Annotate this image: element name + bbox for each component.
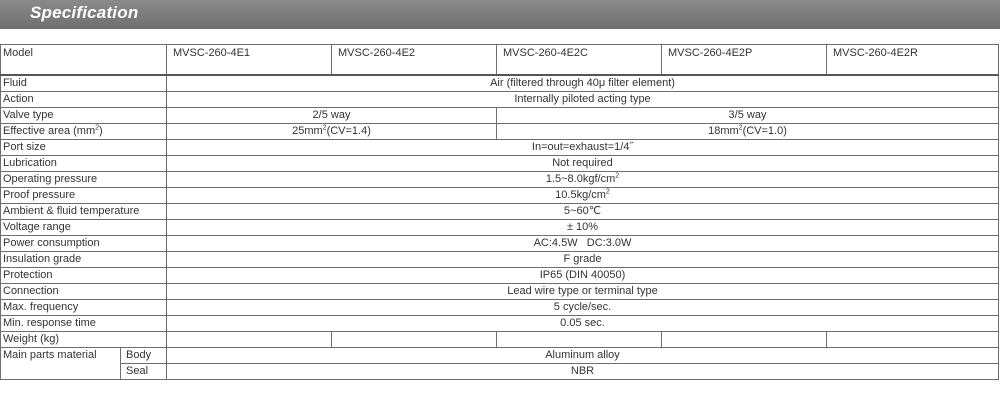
row-label-action: Action bbox=[1, 92, 167, 108]
value-effective-area-a bbox=[167, 124, 497, 140]
value-weight bbox=[332, 332, 497, 348]
value-end: (CV=1.4) bbox=[326, 125, 371, 137]
row-label-operating-pressure: Operating pressure bbox=[1, 172, 167, 188]
value-ambient-temp: 5~60℃ bbox=[167, 204, 999, 220]
value-port-size: In=out=exhaust=1/4˝ bbox=[167, 140, 999, 156]
value-valve-type-b: 3/5 way bbox=[497, 108, 999, 124]
section-header bbox=[0, 0, 1000, 29]
table-row bbox=[1, 348, 999, 364]
value-power: AC:4.5W DC:3.0W bbox=[167, 236, 999, 252]
row-label-connection: Connection bbox=[1, 284, 167, 300]
model-header: MVSC-260-4E1 bbox=[167, 45, 332, 76]
section-title: Specification bbox=[30, 3, 139, 22]
table-row bbox=[1, 188, 999, 204]
table-row bbox=[1, 364, 999, 380]
row-label-weight: Weight (kg) bbox=[1, 332, 167, 348]
row-label-main-parts: Main parts material bbox=[1, 348, 121, 380]
value-min-response: 0.05 sec. bbox=[167, 316, 999, 332]
row-label-ambient-temp: Ambient & fluid temperature bbox=[1, 204, 167, 220]
model-header: MVSC-260-4E2R bbox=[827, 45, 999, 76]
table-row bbox=[1, 332, 999, 348]
row-label-insulation: Insulation grade bbox=[1, 252, 167, 268]
value-weight bbox=[662, 332, 827, 348]
value-fluid: Air (filtered through 40μ filter element) bbox=[167, 75, 999, 92]
table-row bbox=[1, 252, 999, 268]
value-sup: 2 bbox=[738, 124, 743, 132]
table-row bbox=[1, 124, 999, 140]
row-label-valve-type: Valve type bbox=[1, 108, 167, 124]
value-text: 18mm bbox=[708, 125, 739, 137]
model-header: MVSC-260-4E2P bbox=[662, 45, 827, 76]
value-seal: NBR bbox=[167, 364, 999, 380]
table-row bbox=[1, 284, 999, 300]
value-insulation: F grade bbox=[167, 252, 999, 268]
row-label-fluid: Fluid bbox=[1, 75, 167, 92]
value-lubrication: Not required bbox=[167, 156, 999, 172]
table-row bbox=[1, 92, 999, 108]
spec-table bbox=[0, 44, 999, 380]
label-text: Effective area (mm bbox=[3, 125, 96, 137]
row-label-port-size: Port size bbox=[1, 140, 167, 156]
model-header: MVSC-260-4E2C bbox=[497, 45, 662, 76]
table-row bbox=[1, 268, 999, 284]
value-sup: 2 bbox=[615, 172, 620, 180]
model-row bbox=[1, 45, 999, 76]
value-weight bbox=[827, 332, 999, 348]
value-text: 1.5~8.0kgf/cm bbox=[545, 173, 616, 185]
value-end: (CV=1.0) bbox=[742, 125, 787, 137]
row-label-max-frequency: Max. frequency bbox=[1, 300, 167, 316]
row-label-voltage-range: Voltage range bbox=[1, 220, 167, 236]
value-proof-pressure bbox=[167, 188, 999, 204]
row-label-model: Model bbox=[1, 45, 167, 76]
value-max-frequency: 5 cycle/sec. bbox=[167, 300, 999, 316]
value-connection: Lead wire type or terminal type bbox=[167, 284, 999, 300]
value-valve-type-a: 2/5 way bbox=[167, 108, 497, 124]
value-body: Aluminum alloy bbox=[167, 348, 999, 364]
value-weight bbox=[497, 332, 662, 348]
table-row bbox=[1, 316, 999, 332]
table-row bbox=[1, 236, 999, 252]
value-protection: IP65 (DIN 40050) bbox=[167, 268, 999, 284]
row-label-power: Power consumption bbox=[1, 236, 167, 252]
value-text: 25mm bbox=[292, 125, 323, 137]
value-sup: 2 bbox=[322, 124, 327, 132]
row-label-proof-pressure: Proof pressure bbox=[1, 188, 167, 204]
table-row bbox=[1, 108, 999, 124]
value-weight bbox=[167, 332, 332, 348]
row-label-lubrication: Lubrication bbox=[1, 156, 167, 172]
sub-label-body: Body bbox=[121, 348, 167, 364]
value-operating-pressure bbox=[167, 172, 999, 188]
model-header: MVSC-260-4E2 bbox=[332, 45, 497, 76]
label-end: ) bbox=[99, 125, 103, 137]
row-label-effective-area bbox=[1, 124, 167, 140]
sub-label-seal: Seal bbox=[121, 364, 167, 380]
table-row bbox=[1, 140, 999, 156]
table-row bbox=[1, 75, 999, 92]
table-row bbox=[1, 172, 999, 188]
value-voltage-range: ± 10% bbox=[167, 220, 999, 236]
table-row bbox=[1, 300, 999, 316]
table-row bbox=[1, 220, 999, 236]
row-label-min-response: Min. response time bbox=[1, 316, 167, 332]
value-effective-area-b bbox=[497, 124, 999, 140]
label-sup: 2 bbox=[95, 124, 100, 132]
value-sup: 2 bbox=[605, 188, 610, 196]
table-row bbox=[1, 156, 999, 172]
row-label-protection: Protection bbox=[1, 268, 167, 284]
value-action: Internally piloted acting type bbox=[167, 92, 999, 108]
table-row bbox=[1, 204, 999, 220]
value-text: 10.5kg/cm bbox=[555, 189, 606, 201]
